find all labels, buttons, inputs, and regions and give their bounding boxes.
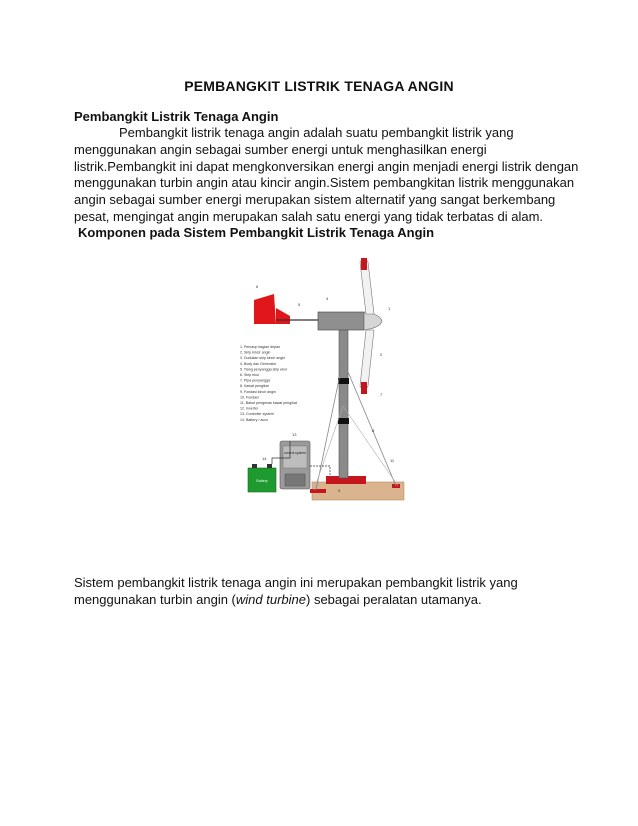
legend-item: 7. Pipa penyangga: [240, 378, 270, 383]
guy-anchor-left: [310, 489, 326, 493]
svg-text:4: 4: [326, 296, 329, 301]
legend-item: 12. Inverter: [240, 406, 259, 411]
controller-panel: [283, 446, 307, 468]
svg-text:9: 9: [338, 488, 341, 493]
legend-item: 1. Penutup bagian depan: [240, 345, 281, 349]
legend-item: 6. Sirip ekor: [240, 373, 260, 377]
svg-text:2: 2: [380, 352, 383, 357]
battery-label: Battery: [256, 479, 268, 483]
legend-item: 3. Dudukan sirip kincir angin: [240, 356, 286, 361]
svg-text:5: 5: [298, 302, 301, 307]
legend-item: 5. Tiang penyangga sirip ekor: [240, 367, 288, 372]
guy-wire: [343, 360, 396, 486]
legend-item: 8. Kawat pengikat: [240, 384, 269, 389]
paragraph-line: menggunakan angin sebagai sumber energi untuk menghasilkan energi: [74, 141, 487, 157]
caption-line: Sistem pembangkit listrik tenaga angin ini merupakan pembangkit listrik yang: [74, 575, 518, 590]
paragraph-line: listrik.Pembangkit ini dapat mengkonversikan energi angin menjadi energi listrik dengan: [74, 158, 579, 174]
legend-item: 11. Bahut pengenas kawat pengikat: [240, 401, 297, 405]
caption-text: ) sebagai peralatan utamanya.: [306, 591, 482, 607]
svg-text:1: 1: [388, 306, 391, 311]
blade-tip-lower: [361, 382, 367, 394]
section-heading: Pembangkit Listrik Tenaga Angin: [74, 109, 279, 124]
components-heading: Komponen pada Sistem Pembangkit Listrik Tenaga Angin: [78, 225, 435, 240]
legend-item: 4. Body dan Generator: [240, 361, 277, 366]
caption-line: [74, 592, 574, 609]
svg-text:11: 11: [390, 458, 395, 463]
inverter-box: [285, 474, 305, 486]
caption-italic-term: wind turbine: [235, 591, 306, 607]
legend-item: 10. Fondasi: [240, 395, 259, 400]
legend-item: 2. Sirip kincir angin: [240, 350, 271, 355]
battery-terminal: [252, 464, 257, 468]
legend-item: 9. Fondasi kincir angin: [240, 389, 276, 394]
pole-joint: [338, 378, 349, 384]
hub-nose: [364, 312, 382, 330]
wind-turbine-diagram: [230, 256, 406, 504]
intro-paragraph: [74, 125, 579, 226]
battery-terminal: [267, 464, 272, 468]
component-legend: [240, 345, 297, 422]
paragraph-line: menggunakan turbin angin atau kincir angin.Sistem pembangkitan listrik menggunakan: [74, 175, 575, 191]
caption-text: menggunakan turbin angin (: [74, 591, 236, 607]
paragraph-line: angin sebagai sumber energi merupakan sistem alternatif yang sangat berkembang: [74, 192, 556, 208]
svg-text:6: 6: [256, 284, 259, 289]
pole-joint: [338, 418, 349, 424]
svg-text:8: 8: [372, 428, 375, 433]
svg-text:7: 7: [380, 392, 383, 397]
legend-item: 14. Battery / accu: [240, 417, 268, 422]
svg-text:14: 14: [262, 456, 267, 461]
tail-fin-inner: [276, 308, 290, 324]
nacelle-body: [318, 312, 364, 330]
paragraph-line: Pembangkit listrik tenaga angin adalah suatu pembangkit listrik yang: [119, 125, 514, 140]
guy-wire: [343, 406, 398, 486]
blade-tip-upper: [361, 258, 367, 270]
paragraph-line: pesat, mengingat angin merupakan salah satu energi yang tidak terbatas di alam.: [74, 208, 544, 224]
svg-text:13: 13: [292, 432, 297, 437]
legend-item: 13. Controller system: [240, 412, 274, 417]
controller-label: control system: [284, 451, 306, 455]
blade-lower: [360, 330, 374, 390]
figure-caption: [74, 575, 574, 608]
tower-pole: [339, 326, 348, 478]
document-title: PEMBANGKIT LISTRIK TENAGA ANGIN: [184, 78, 454, 94]
tail-fin: [254, 294, 276, 324]
